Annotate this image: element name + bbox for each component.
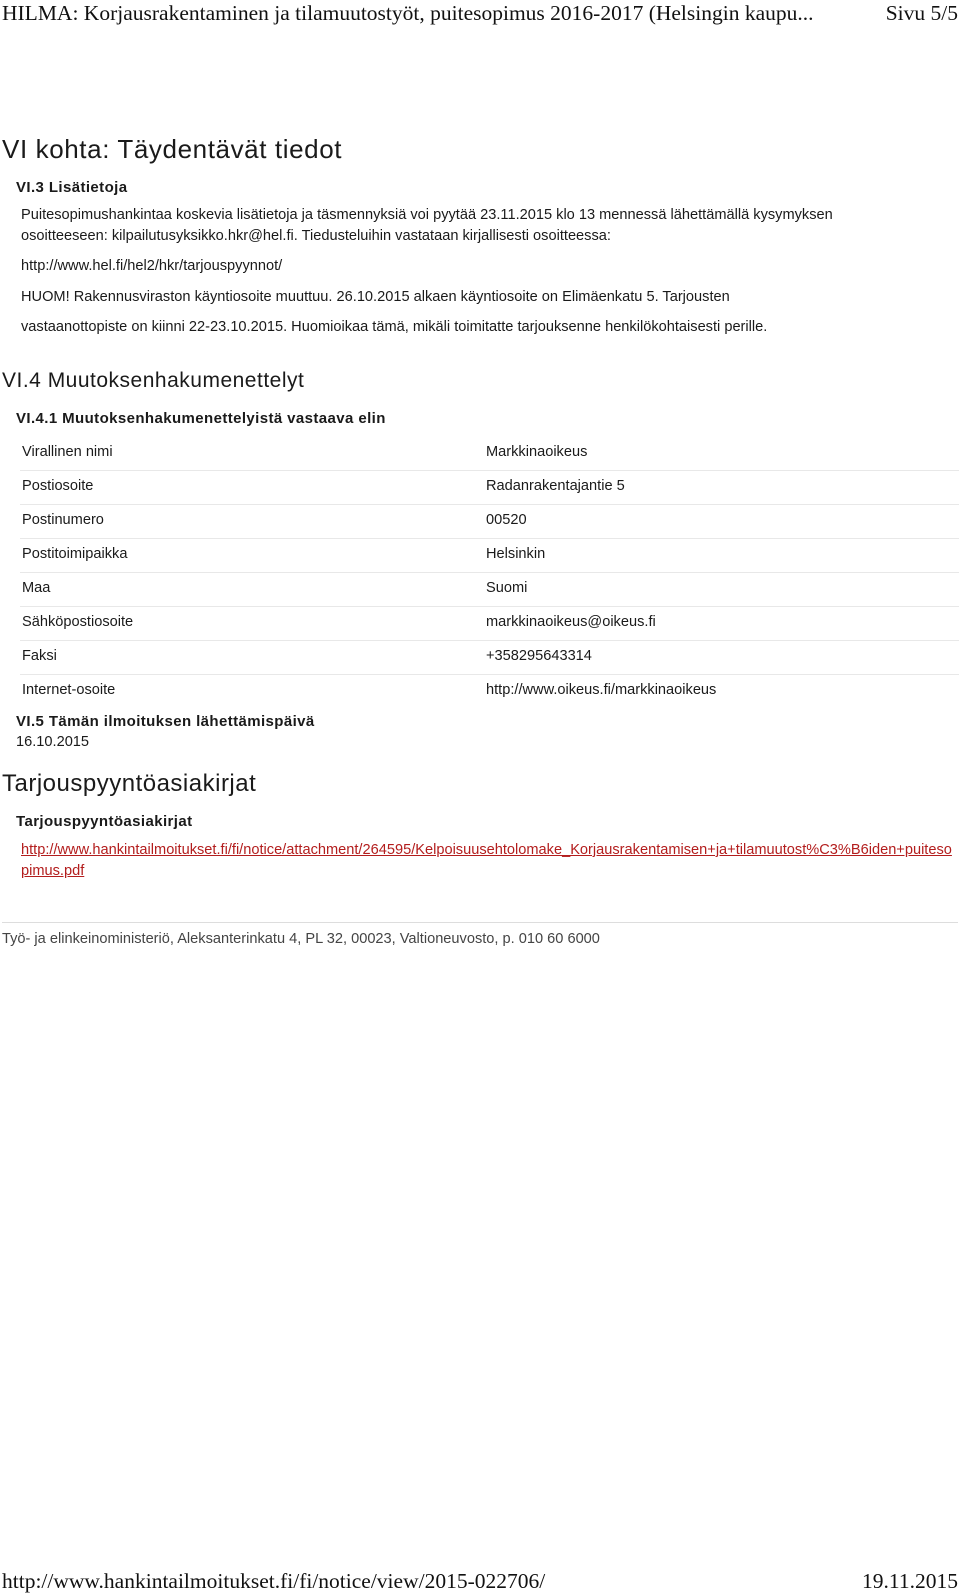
table-row [20,607,959,641]
table-row [20,573,959,607]
ministry-contact-footer: Työ- ja elinkeinoministeriö, Aleksanterinkatu 4, PL 32, 00023, Valtioneuvosto, p. 010 60 6000 [2,931,600,947]
vi5-heading: VI.5 Tämän ilmoituksen lähettämispäivä [16,713,315,730]
section-vi-heading: VI kohta: Täydentävät tiedot [2,134,343,164]
documents-subheading: Tarjouspyyntöasiakirjat [16,813,193,830]
documents-heading: Tarjouspyyntöasiakirjat [2,770,257,797]
vi3-line-1: Puitesopimushankintaa koskevia lisätietoja ja täsmennyksiä voi pyytää 23.11.2015 klo 13 mennessä lähettämällä kysymyksen [21,207,833,223]
vi41-heading: VI.4.1 Muutoksenhakumenettelyistä vastaava elin [16,410,386,427]
print-header-title: HILMA: Korjausrakentaminen ja tilamuutostyöt, puitesopimus 2016-2017 (Helsingin kaupu... [2,1,814,25]
table-row [20,539,959,573]
row-label: Maa [22,580,51,596]
row-label: Virallinen nimi [22,444,113,460]
print-footer [2,1568,958,1594]
table-row [20,641,959,675]
vi3-heading: VI.3 Lisätietoja [16,179,128,196]
table-row [20,471,959,505]
table-row [20,505,959,539]
vi4-heading: VI.4 Muutoksenhakumenettelyt [2,369,305,392]
row-label: Faksi [22,648,57,664]
row-value: Helsinkin [486,546,546,562]
vi3-line-5: vastaanottopiste on kiinni 22-23.10.2015. Huomioikaa tämä, mikäli toimitatte tarjouksenne henkilökohtaisesti perille. [21,319,768,335]
table-row [20,437,959,471]
row-value: Radanrakentajantie 5 [486,478,625,494]
vi5-date: 16.10.2015 [16,734,90,750]
row-label: Postiosoite [22,478,94,494]
row-value: markkinaoikeus@oikeus.fi [486,614,656,630]
vi3-line-4: HUOM! Rakennusviraston käyntiosoite muuttuu. 26.10.2015 alkaen käyntiosoite on Elimäenkatu 5. Tarjousten [21,289,730,305]
table-row [20,675,959,708]
row-value: Markkinaoikeus [486,444,588,460]
vi3-line-3: http://www.hel.fi/hel2/hkr/tarjouspyynnot/ [21,258,283,274]
print-footer-url: http://www.hankintailmoitukset.fi/fi/notice/view/2015-022706/ [2,1569,546,1593]
row-value: http://www.oikeus.fi/markkinaoikeus [486,682,717,698]
print-footer-date: 19.11.2015 [862,1569,958,1593]
row-label: Postitoimipaikka [22,546,128,562]
row-value: 00520 [486,512,527,528]
print-header [2,0,958,30]
row-value: Suomi [486,580,528,596]
document-attachment-link[interactable]: http://www.hankintailmoitukset.fi/fi/notice/attachment/264595/Kelpoisuusehtolomake_Korjausrakentamisen+ja+tilamuutost%C3%B6iden+puitesopimus.pdf [21,842,952,879]
vi3-line-2: osoitteeseen: kilpailutusyksikko.hkr@hel.fi. Tiedusteluihin vastataan kirjallisesti osoitteessa: [21,228,611,244]
review-body-table [20,437,959,708]
footer-divider [2,922,958,923]
row-label: Postinumero [22,512,104,528]
row-label: Internet-osoite [22,682,116,698]
row-label: Sähköpostiosoite [22,614,134,630]
print-header-page-number: Sivu 5/5 [885,1,958,25]
row-value: +358295643314 [486,648,592,664]
